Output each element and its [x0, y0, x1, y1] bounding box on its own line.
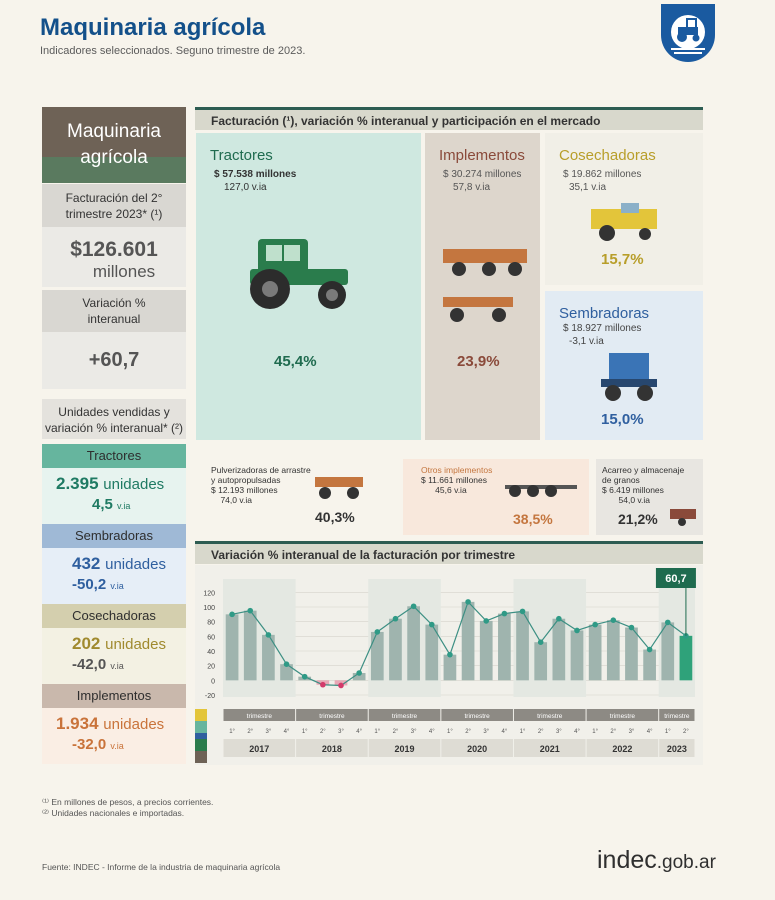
- summary-heading-line1: Maquinaria: [67, 121, 161, 142]
- data-point: [338, 683, 344, 689]
- bar: [571, 630, 584, 680]
- data-point: [229, 612, 235, 618]
- units-word: unidades: [105, 636, 166, 653]
- y-tick-label: 100: [203, 605, 215, 612]
- subtile-acarreo: [596, 459, 703, 535]
- footnote-1: ⁽¹⁾ En millones de pesos, a precios corrientes.: [42, 797, 214, 807]
- units-sembradoras-box: [42, 548, 186, 604]
- bar: [643, 650, 656, 681]
- tile-tractores: [196, 133, 421, 440]
- units-cosechadoras-value: 202: [72, 634, 101, 653]
- indec-brand-suffix: .gob.ar: [656, 852, 716, 873]
- quarter-label: 3°: [410, 729, 417, 735]
- units-implementos-variation: -32,0: [72, 736, 107, 753]
- subtile-pulverizadoras: [203, 459, 395, 535]
- data-point: [302, 674, 308, 680]
- seeder-icon: [597, 351, 661, 403]
- facturacion-value: $126.601: [70, 238, 158, 261]
- units-tractores-box: [42, 468, 186, 524]
- quarter-label: 2°: [537, 729, 544, 735]
- summary-heading-line2: agrícola: [80, 147, 148, 168]
- market-heading: Facturación (¹), variación % interanual y participación en el mercado: [195, 107, 703, 130]
- subtile-pulverizadoras-variation: 74,0 v.ia: [220, 495, 252, 505]
- via-word: v.ia: [110, 581, 124, 591]
- tile-cosechadoras-share: 15,7%: [601, 251, 644, 268]
- units-sembradoras-label: Sembradoras: [42, 524, 186, 548]
- quarter-label: 4°: [646, 729, 653, 735]
- data-point: [665, 620, 671, 626]
- quarter-label: 2°: [247, 729, 254, 735]
- footnotes: [42, 797, 213, 819]
- units-cosechadoras-box: [42, 628, 186, 684]
- subtile-pulverizadoras-share: 40,3%: [315, 509, 355, 525]
- tile-implementos-share: 23,9%: [457, 353, 500, 370]
- variacion-value-box: [42, 332, 186, 389]
- quarter-label: 2°: [610, 729, 617, 735]
- variacion-label-line2: interanual: [87, 312, 141, 326]
- color-key: [195, 709, 207, 721]
- variacion-value: +60,7: [88, 349, 140, 371]
- data-point: [356, 670, 362, 676]
- data-point: [556, 616, 562, 622]
- color-key: [195, 721, 207, 733]
- quarter-group-label: trimestre: [664, 713, 690, 720]
- indec-logo: [597, 846, 716, 875]
- tile-tractores-share: 45,4%: [274, 353, 317, 370]
- bar: [534, 642, 547, 680]
- tile-sembradoras-share: 15,0%: [601, 411, 644, 428]
- units-tractores-value: 2.395: [56, 474, 99, 493]
- year-label: 2022: [612, 744, 633, 754]
- footnote-2: ⁽²⁾ Unidades nacionales e importadas.: [42, 808, 185, 818]
- subtile-acarreo-variation: 54,0 v.ia: [618, 495, 651, 505]
- tractor-icon: [244, 229, 354, 311]
- subtile-pulverizadoras-name1: Pulverizadoras de arrastre: [211, 465, 311, 475]
- y-tick-label: 40: [207, 649, 215, 656]
- callout-label: 60,7: [665, 573, 687, 585]
- data-point: [447, 652, 453, 658]
- quarter-label: 1°: [301, 729, 308, 735]
- unidades-label-line2: variación % interanual* (²): [44, 421, 184, 435]
- quarter-group-label: trimestre: [319, 713, 345, 720]
- sprayer-small-icon: [313, 473, 367, 501]
- subtile-acarreo-name2: de granos: [602, 475, 640, 485]
- bar: [371, 632, 384, 680]
- subtile-pulverizadoras-name2: y autopropulsadas: [211, 475, 281, 485]
- facturacion-unit: millones: [92, 262, 156, 281]
- data-point: [393, 616, 399, 622]
- data-point: [284, 661, 290, 667]
- data-point: [375, 629, 381, 635]
- quarter-label: 3°: [628, 729, 635, 735]
- data-point: [266, 632, 272, 638]
- bar: [480, 621, 493, 680]
- year-label: 2023: [666, 744, 687, 754]
- quarterly-chart: [195, 565, 703, 765]
- quarter-label: 1°: [519, 729, 526, 735]
- bar: [244, 611, 257, 681]
- tile-tractores-variation: 127,0 v.ia: [224, 182, 267, 193]
- data-point: [429, 622, 435, 628]
- units-implementos-value: 1.934: [56, 714, 99, 733]
- y-tick-label: 120: [203, 590, 215, 598]
- indec-brand: indec: [597, 846, 657, 874]
- tile-sembradoras-variation: -3,1 v.ia: [569, 336, 604, 347]
- data-point: [465, 599, 471, 605]
- subtile-acarreo-name1: Acarreo y almacenaje: [602, 465, 685, 475]
- quarter-group-label: trimestre: [537, 713, 563, 720]
- quarter-group-label: trimestre: [391, 713, 418, 720]
- subtile-otros-variation: 45,6 v.ia: [435, 485, 467, 495]
- subtile-otros: [403, 459, 589, 535]
- bar: [680, 636, 693, 681]
- data-point: [647, 647, 653, 653]
- y-tick-label: 80: [207, 619, 215, 627]
- data-point: [411, 603, 417, 609]
- units-tractores-label: Tractores: [42, 444, 186, 468]
- quarter-label: 1°: [664, 729, 671, 735]
- y-tick-label: -20: [204, 693, 215, 700]
- via-word: v.ia: [110, 741, 124, 751]
- units-implementos-box: [42, 708, 186, 764]
- harrow-icon: [503, 479, 579, 499]
- subtile-otros-amount: $ 11.661 millones: [421, 475, 487, 485]
- variacion-label-line1: Variación %: [82, 296, 146, 310]
- units-cosechadoras-label: Cosechadoras: [42, 604, 186, 628]
- year-label: 2018: [321, 744, 342, 754]
- tile-sembradoras-amount: $ 18.927 millones: [563, 323, 642, 334]
- quarter-label: 3°: [483, 729, 490, 735]
- quarter-label: 1°: [592, 729, 599, 735]
- facturacion-label: [42, 184, 186, 227]
- units-tractores-variation: 4,5: [92, 496, 113, 513]
- data-point: [574, 628, 580, 634]
- subtile-otros-name1: Otros implementos: [421, 465, 493, 475]
- quarter-label: 1°: [229, 729, 235, 735]
- tile-cosechadoras: [545, 133, 703, 285]
- year-label: 2021: [539, 744, 560, 754]
- sprayer-icon: [433, 293, 525, 325]
- tile-cosechadoras-name: Cosechadoras: [559, 147, 656, 164]
- y-tick-label: 0: [211, 678, 215, 686]
- bar: [661, 622, 674, 680]
- via-word: v.ia: [117, 501, 131, 511]
- grain-cart-icon: [668, 507, 698, 527]
- units-word: unidades: [105, 556, 166, 573]
- units-implementos-label: Implementos: [42, 684, 186, 708]
- data-point: [502, 611, 508, 617]
- data-point: [538, 639, 544, 645]
- y-tick-label: 60: [207, 634, 215, 642]
- bar: [407, 606, 420, 680]
- harvester-icon: [585, 203, 665, 243]
- unidades-label: [42, 399, 186, 439]
- quarter-label: 4°: [283, 729, 290, 735]
- bar: [552, 619, 565, 681]
- data-point: [520, 609, 526, 615]
- color-key: [195, 739, 207, 751]
- quarter-label: 2°: [392, 729, 399, 735]
- bar: [389, 619, 402, 681]
- tractor-logo-icon: [661, 4, 715, 62]
- facturacion-value-box: [42, 227, 186, 287]
- quarter-label: 4°: [501, 729, 508, 735]
- data-point: [320, 682, 326, 688]
- color-key: [195, 751, 207, 763]
- quarter-label: 2°: [683, 729, 689, 735]
- variacion-label: [42, 290, 186, 332]
- tile-cosechadoras-amount: $ 19.862 millones: [563, 169, 642, 180]
- quarter-label: 2°: [319, 729, 326, 735]
- tile-implementos-variation: 57,8 v.ia: [453, 182, 491, 193]
- quarter-label: 3°: [265, 729, 272, 735]
- subtile-acarreo-share: 21,2%: [618, 511, 658, 527]
- quarter-label: 3°: [338, 729, 344, 735]
- source-note: Fuente: INDEC - Informe de la industria de maquinaria agrícola: [42, 862, 281, 872]
- quarter-group-label: trimestre: [246, 713, 272, 720]
- quarter-label: 2°: [465, 729, 471, 735]
- bar: [226, 614, 239, 680]
- tile-tractores-name: Tractores: [210, 147, 273, 164]
- quarter-group-label: trimestre: [609, 713, 636, 720]
- y-tick-label: 20: [207, 663, 215, 671]
- units-cosechadoras-variation: -42,0: [72, 656, 107, 673]
- quarter-label: 4°: [574, 729, 580, 735]
- chart-heading: Variación % interanual de la facturación por trimestre: [195, 541, 703, 564]
- bar: [444, 655, 457, 681]
- quarter-label: 1°: [374, 729, 381, 735]
- tile-implementos-name: Implementos: [439, 147, 525, 164]
- bar: [607, 620, 620, 680]
- year-label: 2019: [394, 744, 415, 754]
- units-word: unidades: [103, 476, 165, 493]
- unidades-label-line1: Unidades vendidas y: [58, 405, 170, 419]
- facturacion-label-line1: Facturación del 2°: [65, 191, 163, 205]
- quarter-label: 1°: [447, 729, 453, 735]
- subtile-pulverizadoras-amount: $ 12.193 millones: [211, 485, 278, 495]
- via-word: v.ia: [110, 661, 124, 671]
- quarter-label: 4°: [428, 729, 435, 735]
- page-title: Maquinaria agrícola: [40, 14, 266, 41]
- bar: [498, 614, 511, 681]
- tile-tractores-amount: $ 57.538 millones: [214, 169, 297, 180]
- tile-sembradoras-name: Sembradoras: [559, 305, 650, 322]
- tile-implementos-amount: $ 30.274 millones: [443, 169, 522, 180]
- subtile-acarreo-amount: $ 6.419 millones: [602, 485, 664, 495]
- units-sembradoras-variation: -50,2: [72, 576, 107, 593]
- summary-heading: [42, 107, 186, 183]
- bar: [589, 625, 602, 681]
- year-label: 2017: [249, 744, 270, 754]
- implement-icon: [439, 241, 531, 279]
- quarter-label: 3°: [555, 729, 562, 735]
- data-point: [611, 617, 617, 623]
- quarter-label: 4°: [356, 729, 363, 735]
- facturacion-label-line2: trimestre 2023* (¹): [65, 207, 163, 221]
- data-point: [247, 608, 253, 614]
- tile-sembradoras: [545, 291, 703, 440]
- year-label: 2020: [467, 744, 488, 754]
- subtile-otros-share: 38,5%: [513, 511, 553, 527]
- units-sembradoras-value: 432: [72, 554, 101, 573]
- units-word: unidades: [103, 716, 165, 733]
- tile-implementos: [425, 133, 540, 440]
- data-point: [592, 622, 598, 628]
- tile-cosechadoras-variation: 35,1 v.ia: [569, 182, 607, 193]
- data-point: [483, 618, 489, 624]
- page-subtitle: Indicadores seleccionados. Seguno trimestre de 2023.: [40, 45, 306, 57]
- data-point: [629, 625, 635, 631]
- quarter-group-label: trimestre: [464, 713, 490, 720]
- bar: [516, 611, 529, 680]
- bar: [625, 628, 638, 681]
